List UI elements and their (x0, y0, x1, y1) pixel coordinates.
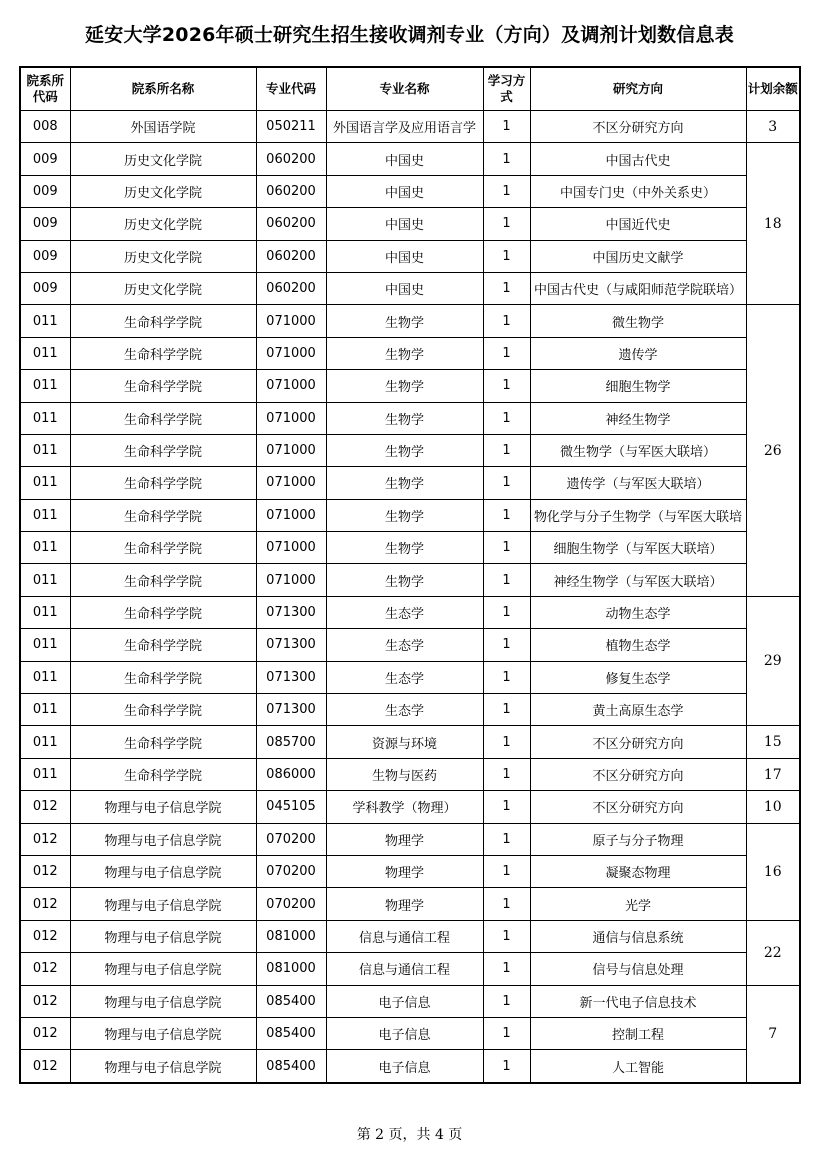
cell-dept-name: 物理与电子信息学院 (70, 1050, 256, 1083)
cell-dept-code: 011 (20, 758, 70, 790)
header-direction: 研究方向 (530, 67, 746, 111)
cell-major-name: 物理学 (326, 888, 483, 920)
cell-study-mode: 1 (483, 694, 530, 726)
cell-dept-code: 011 (20, 370, 70, 402)
cell-major-name: 中国史 (326, 240, 483, 272)
cell-study-mode: 1 (483, 953, 530, 985)
cell-dept-code: 009 (20, 240, 70, 272)
cell-dept-code: 009 (20, 208, 70, 240)
cell-major-code: 060200 (256, 175, 326, 207)
table-row (20, 499, 800, 531)
cell-dept-name: 生命科学学院 (70, 694, 256, 726)
cell-dept-code: 012 (20, 985, 70, 1017)
table-row (20, 402, 800, 434)
cell-major-code: 071300 (256, 661, 326, 693)
cell-dept-code: 011 (20, 467, 70, 499)
cell-direction: 控制工程 (530, 1017, 746, 1049)
cell-study-mode: 1 (483, 888, 530, 920)
table-row (20, 1017, 800, 1049)
cell-major-name: 资源与环境 (326, 726, 483, 758)
cell-direction: 信号与信息处理 (530, 953, 746, 985)
cell-study-mode: 1 (483, 1050, 530, 1083)
cell-dept-code: 012 (20, 791, 70, 823)
cell-remaining: 3 (746, 111, 800, 143)
cell-dept-name: 物理与电子信息学院 (70, 920, 256, 952)
table-row (20, 337, 800, 369)
table-row (20, 305, 800, 337)
cell-dept-code: 011 (20, 564, 70, 596)
cell-direction: 通信与信息系统 (530, 920, 746, 952)
table-row (20, 1050, 800, 1083)
cell-major-name: 学科教学（物理） (326, 791, 483, 823)
table-row (20, 564, 800, 596)
cell-study-mode: 1 (483, 532, 530, 564)
cell-dept-name: 生命科学学院 (70, 726, 256, 758)
cell-major-name: 生物学 (326, 337, 483, 369)
cell-dept-name: 历史文化学院 (70, 272, 256, 304)
cell-dept-code: 009 (20, 272, 70, 304)
cell-direction: 不区分研究方向 (530, 758, 746, 790)
cell-dept-name: 物理与电子信息学院 (70, 855, 256, 887)
cell-dept-code: 012 (20, 1017, 70, 1049)
cell-dept-code: 011 (20, 532, 70, 564)
cell-direction: 原子与分子物理 (530, 823, 746, 855)
cell-study-mode: 1 (483, 143, 530, 175)
cell-dept-code: 011 (20, 726, 70, 758)
cell-major-code: 070200 (256, 823, 326, 855)
cell-dept-code: 011 (20, 305, 70, 337)
header-major-name: 专业名称 (326, 67, 483, 111)
cell-major-name: 信息与通信工程 (326, 953, 483, 985)
cell-dept-code: 009 (20, 143, 70, 175)
cell-dept-name: 生命科学学院 (70, 629, 256, 661)
header-dept-code: 院系所代码 (20, 67, 70, 111)
cell-study-mode: 1 (483, 434, 530, 466)
cell-dept-code: 011 (20, 629, 70, 661)
table-row (20, 661, 800, 693)
cell-study-mode: 1 (483, 855, 530, 887)
cell-direction: 新一代电子信息技术 (530, 985, 746, 1017)
cell-direction: 遗传学（与军医大联培） (530, 467, 746, 499)
table-row (20, 758, 800, 790)
cell-major-code: 060200 (256, 208, 326, 240)
cell-major-code: 045105 (256, 791, 326, 823)
table-row (20, 272, 800, 304)
cell-dept-code: 012 (20, 1050, 70, 1083)
cell-dept-code: 011 (20, 694, 70, 726)
cell-remaining: 26 (746, 305, 800, 597)
cell-dept-name: 生命科学学院 (70, 564, 256, 596)
cell-study-mode: 1 (483, 661, 530, 693)
cell-major-code: 050211 (256, 111, 326, 143)
table-row (20, 953, 800, 985)
cell-major-code: 060200 (256, 272, 326, 304)
cell-direction: 中国古代史（与咸阳师范学院联培） (530, 272, 746, 304)
cell-study-mode: 1 (483, 208, 530, 240)
cell-major-name: 电子信息 (326, 1017, 483, 1049)
cell-direction: 微生物学（与军医大联培） (530, 434, 746, 466)
cell-remaining: 29 (746, 596, 800, 726)
cell-dept-name: 生命科学学院 (70, 661, 256, 693)
cell-major-name: 中国史 (326, 143, 483, 175)
cell-remaining: 18 (746, 143, 800, 305)
header-study-mode: 学习方式 (483, 67, 530, 111)
cell-study-mode: 1 (483, 370, 530, 402)
cell-direction: 光学 (530, 888, 746, 920)
cell-dept-name: 物理与电子信息学院 (70, 888, 256, 920)
table-row (20, 726, 800, 758)
cell-major-name: 物理学 (326, 823, 483, 855)
cell-major-code: 070200 (256, 855, 326, 887)
cell-dept-code: 011 (20, 499, 70, 531)
table-row (20, 240, 800, 272)
table-row (20, 985, 800, 1017)
cell-major-name: 电子信息 (326, 985, 483, 1017)
cell-dept-name: 生命科学学院 (70, 337, 256, 369)
cell-study-mode: 1 (483, 920, 530, 952)
cell-major-code: 071300 (256, 629, 326, 661)
cell-dept-name: 生命科学学院 (70, 402, 256, 434)
cell-direction: 细胞生物学（与军医大联培） (530, 532, 746, 564)
cell-study-mode: 1 (483, 629, 530, 661)
cell-direction: 不区分研究方向 (530, 111, 746, 143)
table-row (20, 370, 800, 402)
cell-direction: 微生物学 (530, 305, 746, 337)
cell-dept-name: 历史文化学院 (70, 175, 256, 207)
table-row (20, 532, 800, 564)
page-footer: 第 2 页，共 4 页 (356, 1127, 463, 1143)
table-row (20, 434, 800, 466)
cell-direction: 人工智能 (530, 1050, 746, 1083)
cell-dept-code: 012 (20, 888, 70, 920)
cell-study-mode: 1 (483, 111, 530, 143)
cell-dept-name: 历史文化学院 (70, 208, 256, 240)
cell-major-name: 生态学 (326, 596, 483, 628)
cell-major-name: 生物学 (326, 305, 483, 337)
cell-major-code: 071000 (256, 370, 326, 402)
cell-dept-code: 009 (20, 175, 70, 207)
table-row (20, 855, 800, 887)
cell-dept-code: 012 (20, 920, 70, 952)
cell-major-name: 信息与通信工程 (326, 920, 483, 952)
cell-major-name: 生物学 (326, 402, 483, 434)
table-row (20, 143, 800, 175)
cell-major-code: 071000 (256, 434, 326, 466)
table-row (20, 629, 800, 661)
cell-major-name: 生物学 (326, 532, 483, 564)
cell-direction: 黄土高原生态学 (530, 694, 746, 726)
cell-direction: 细胞生物学 (530, 370, 746, 402)
cell-major-name: 生态学 (326, 661, 483, 693)
table-row (20, 694, 800, 726)
cell-major-code: 071000 (256, 564, 326, 596)
cell-dept-name: 物理与电子信息学院 (70, 791, 256, 823)
cell-major-code: 085400 (256, 1050, 326, 1083)
cell-major-name: 生态学 (326, 694, 483, 726)
table-row (20, 467, 800, 499)
cell-dept-code: 011 (20, 661, 70, 693)
cell-dept-name: 历史文化学院 (70, 240, 256, 272)
cell-study-mode: 1 (483, 499, 530, 531)
header-dept-name: 院系所名称 (70, 67, 256, 111)
cell-study-mode: 1 (483, 791, 530, 823)
cell-major-code: 071000 (256, 402, 326, 434)
cell-study-mode: 1 (483, 175, 530, 207)
cell-remaining: 7 (746, 985, 800, 1083)
cell-major-code: 070200 (256, 888, 326, 920)
table-header-row (20, 67, 800, 111)
cell-major-code: 085700 (256, 726, 326, 758)
cell-major-code: 085400 (256, 1017, 326, 1049)
cell-major-code: 071300 (256, 694, 326, 726)
cell-study-mode: 1 (483, 402, 530, 434)
table-row (20, 888, 800, 920)
cell-major-name: 电子信息 (326, 1050, 483, 1083)
table-row (20, 823, 800, 855)
cell-major-name: 物理学 (326, 855, 483, 887)
table-row (20, 596, 800, 628)
cell-direction: 修复生态学 (530, 661, 746, 693)
cell-dept-code: 012 (20, 823, 70, 855)
cell-study-mode: 1 (483, 985, 530, 1017)
cell-major-name: 外国语言学及应用语言学 (326, 111, 483, 143)
cell-dept-name: 生命科学学院 (70, 596, 256, 628)
cell-dept-code: 012 (20, 855, 70, 887)
table-body (20, 111, 800, 1083)
table-row (20, 920, 800, 952)
cell-major-code: 060200 (256, 240, 326, 272)
cell-study-mode: 1 (483, 726, 530, 758)
cell-dept-name: 生命科学学院 (70, 758, 256, 790)
cell-dept-name: 生命科学学院 (70, 532, 256, 564)
cell-study-mode: 1 (483, 1017, 530, 1049)
cell-study-mode: 1 (483, 467, 530, 499)
cell-direction: 植物生态学 (530, 629, 746, 661)
cell-direction: 神经生物学（与军医大联培） (530, 564, 746, 596)
cell-major-name: 中国史 (326, 208, 483, 240)
cell-study-mode: 1 (483, 564, 530, 596)
cell-major-code: 081000 (256, 953, 326, 985)
cell-direction: 中国历史文献学 (530, 240, 746, 272)
cell-study-mode: 1 (483, 823, 530, 855)
cell-major-name: 生物学 (326, 564, 483, 596)
cell-dept-code: 011 (20, 596, 70, 628)
cell-dept-code: 011 (20, 337, 70, 369)
cell-dept-code: 011 (20, 434, 70, 466)
cell-study-mode: 1 (483, 305, 530, 337)
cell-major-name: 生物学 (326, 370, 483, 402)
cell-dept-code: 008 (20, 111, 70, 143)
cell-major-name: 生物学 (326, 467, 483, 499)
cell-dept-name: 生命科学学院 (70, 305, 256, 337)
cell-major-name: 中国史 (326, 272, 483, 304)
cell-major-code: 085400 (256, 985, 326, 1017)
cell-dept-code: 011 (20, 402, 70, 434)
table-row (20, 208, 800, 240)
cell-major-code: 081000 (256, 920, 326, 952)
cell-remaining: 10 (746, 791, 800, 823)
page-title: 延安大学2026年硕士研究生招生接收调剂专业（方向）及调剂计划数信息表 (85, 24, 734, 46)
cell-study-mode: 1 (483, 596, 530, 628)
cell-major-code: 071000 (256, 305, 326, 337)
cell-major-name: 生物学 (326, 434, 483, 466)
transfer-plan-table (19, 66, 801, 1084)
cell-remaining: 17 (746, 758, 800, 790)
cell-study-mode: 1 (483, 240, 530, 272)
cell-dept-name: 生命科学学院 (70, 467, 256, 499)
table-row (20, 175, 800, 207)
cell-major-code: 060200 (256, 143, 326, 175)
cell-study-mode: 1 (483, 758, 530, 790)
cell-dept-name: 物理与电子信息学院 (70, 953, 256, 985)
cell-direction: 物化学与分子生物学（与军医大联培 (530, 499, 746, 531)
cell-major-code: 071300 (256, 596, 326, 628)
table-row (20, 111, 800, 143)
cell-remaining: 15 (746, 726, 800, 758)
cell-major-code: 086000 (256, 758, 326, 790)
header-major-code: 专业代码 (256, 67, 326, 111)
cell-major-code: 071000 (256, 532, 326, 564)
cell-major-code: 071000 (256, 337, 326, 369)
cell-direction: 不区分研究方向 (530, 791, 746, 823)
cell-major-code: 071000 (256, 467, 326, 499)
cell-major-code: 071000 (256, 499, 326, 531)
cell-direction: 凝聚态物理 (530, 855, 746, 887)
header-remaining: 计划余额 (746, 67, 800, 111)
cell-direction: 中国专门史（中外关系史） (530, 175, 746, 207)
cell-direction: 动物生态学 (530, 596, 746, 628)
cell-dept-name: 物理与电子信息学院 (70, 1017, 256, 1049)
cell-dept-name: 生命科学学院 (70, 434, 256, 466)
cell-dept-name: 外国语学院 (70, 111, 256, 143)
cell-direction: 不区分研究方向 (530, 726, 746, 758)
cell-dept-name: 物理与电子信息学院 (70, 823, 256, 855)
cell-dept-name: 生命科学学院 (70, 370, 256, 402)
cell-direction: 中国近代史 (530, 208, 746, 240)
cell-major-name: 中国史 (326, 175, 483, 207)
cell-study-mode: 1 (483, 337, 530, 369)
table-row (20, 791, 800, 823)
cell-remaining: 16 (746, 823, 800, 920)
cell-remaining: 22 (746, 920, 800, 985)
cell-dept-name: 历史文化学院 (70, 143, 256, 175)
cell-dept-code: 012 (20, 953, 70, 985)
cell-study-mode: 1 (483, 272, 530, 304)
cell-dept-name: 生命科学学院 (70, 499, 256, 531)
cell-direction: 神经生物学 (530, 402, 746, 434)
cell-major-name: 生态学 (326, 629, 483, 661)
cell-direction: 遗传学 (530, 337, 746, 369)
cell-dept-name: 物理与电子信息学院 (70, 985, 256, 1017)
cell-major-name: 生物与医药 (326, 758, 483, 790)
cell-direction: 中国古代史 (530, 143, 746, 175)
cell-major-name: 生物学 (326, 499, 483, 531)
